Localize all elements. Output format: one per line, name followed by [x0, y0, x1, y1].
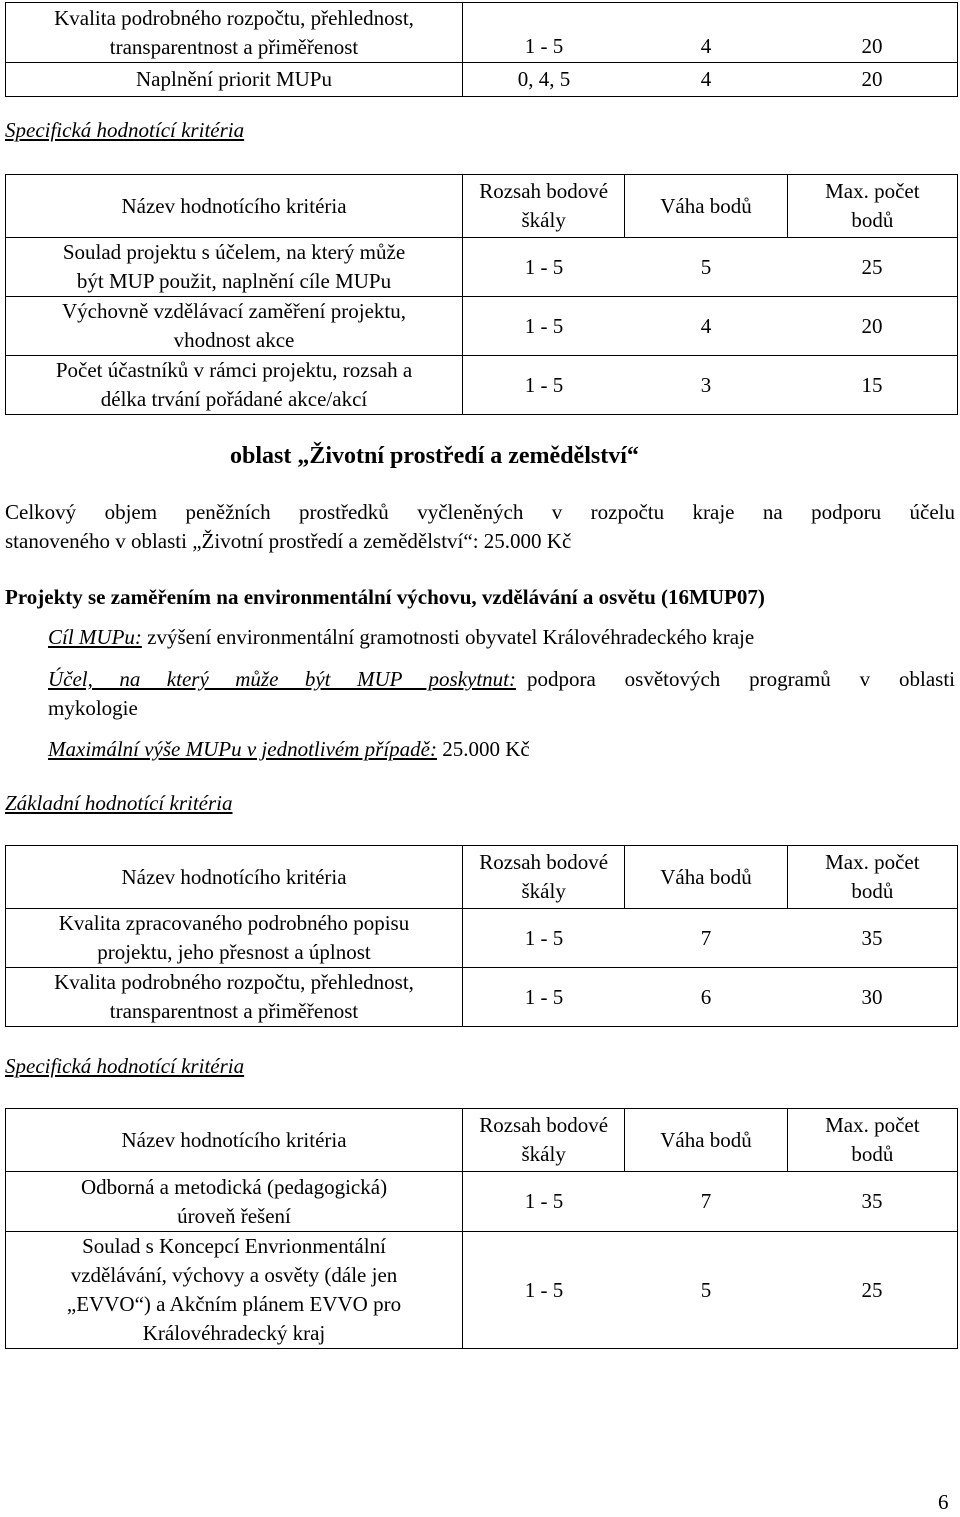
max-value: 25 — [861, 1277, 883, 1302]
scale-value: 1 - 5 — [524, 254, 564, 279]
criterion-line: transparentnost a přiměřenost — [109, 999, 359, 1023]
weight-value: 5 — [700, 254, 712, 279]
criterion-line: vzdělávání, výchovy a osvěty (dále jen — [70, 1263, 398, 1287]
header-scale — [463, 175, 625, 237]
max-value: 25 — [861, 254, 883, 279]
weight-value: 7 — [700, 1189, 712, 1213]
criterion-line: Soulad projektu s účelem, na který může — [62, 240, 406, 264]
scale-value: 1 - 5 — [524, 34, 564, 58]
criterion-values — [463, 909, 958, 968]
weight-value: 4 — [700, 34, 712, 58]
max-value: 20 — [861, 67, 883, 91]
criterion-name — [6, 238, 463, 297]
header-max-line: bodů — [851, 1142, 894, 1166]
criterion-values — [463, 63, 958, 97]
criterion-line: „EVVO“) a Akčním plánem EVVO pro — [66, 1292, 402, 1316]
criterion-line: Soulad s Koncepcí Envrionmentální — [82, 1234, 386, 1258]
table-row — [6, 238, 958, 297]
header-max — [788, 1109, 957, 1171]
purpose-label: Účel, na který může být MUP poskytnut: — [48, 667, 516, 691]
criterion-line: vhodnost akce — [173, 328, 295, 352]
criterion-line: Kvalita zpracovaného podrobného popisu — [58, 911, 410, 935]
max-value: 35 — [861, 1189, 883, 1213]
table-row — [6, 1232, 958, 1349]
criterion-name — [6, 63, 463, 97]
max-amount: 25.000 Kč — [436, 737, 530, 761]
project-max — [48, 737, 530, 762]
header-weight: Váha bodů — [625, 175, 787, 237]
page-number: 6 — [938, 1490, 949, 1514]
table-row — [6, 297, 958, 356]
table-row — [6, 356, 958, 415]
max-value: 35 — [861, 925, 883, 950]
criterion-line: být MUP použit, naplnění cíle MUPu — [76, 269, 392, 293]
criterion-values — [463, 968, 958, 1027]
weight-value: 5 — [700, 1277, 712, 1302]
max-value: 15 — [861, 372, 883, 397]
header-name: Název hodnotícího kritéria — [6, 1109, 463, 1172]
weight-value: 7 — [700, 925, 712, 950]
scale-value: 1 - 5 — [524, 984, 564, 1009]
table-row — [6, 1172, 958, 1232]
table-row — [6, 909, 958, 968]
section-title: oblast „Životní prostředí a zemědělství“ — [230, 443, 639, 469]
criterion-values — [463, 1172, 958, 1232]
criterion-line: Kvalita podrobného rozpočtu, přehlednost, — [54, 5, 414, 30]
specific-criteria-heading-2: Specifická hodnotící kritéria — [5, 1054, 245, 1078]
table-header-row — [6, 846, 958, 909]
specific-criteria-table-2 — [5, 1108, 958, 1349]
basic-criteria-heading: Základní hodnotící kritéria — [5, 791, 233, 815]
table-row — [6, 63, 958, 97]
table-row — [6, 968, 958, 1027]
criterion-line: Výchovně vzdělávací zaměření projektu, — [61, 299, 406, 323]
scale-value: 1 - 5 — [524, 313, 564, 338]
max-label: Maximální výše MUPu v jednotlivém případě: — [48, 737, 437, 761]
table-header-row — [6, 175, 958, 238]
weight-value: 4 — [700, 67, 712, 91]
header-values — [463, 1109, 958, 1172]
header-scale-line: Rozsah bodové — [479, 1113, 609, 1137]
header-scale-line: škály — [521, 208, 566, 232]
criterion-values — [463, 1232, 958, 1349]
criterion-name — [6, 3, 463, 63]
criterion-line: Počet účastníků v rámci projektu, rozsah a — [55, 358, 413, 382]
criterion-line: projektu, jeho přesnost a úplnost — [97, 940, 371, 964]
weight-value: 3 — [700, 372, 712, 397]
header-scale-line: Rozsah bodové — [479, 179, 609, 203]
project-goal — [48, 625, 754, 650]
specific-criteria-table-1 — [5, 174, 958, 415]
weight-value: 4 — [700, 313, 712, 338]
header-scale — [463, 1109, 625, 1171]
header-max-line: bodů — [851, 208, 894, 232]
header-values — [463, 846, 958, 909]
purpose-text-line2: mykologie — [48, 696, 138, 720]
header-values — [463, 175, 958, 238]
criterion-line: Královéhradecký kraj — [142, 1321, 326, 1345]
goal-label: Cíl MUPu: — [48, 625, 142, 649]
header-scale-line: škály — [521, 1142, 566, 1166]
header-max-line: bodů — [851, 879, 894, 903]
header-weight: Váha bodů — [625, 1109, 787, 1171]
criterion-values — [463, 356, 958, 415]
section-total-line2: stanoveného v oblasti „Životní prostředí a zemědělství“: 25.000 Kč — [5, 529, 572, 553]
criterion-line: Naplnění priorit MUPu — [136, 67, 332, 91]
criterion-line: Odborná a metodická (pedagogická) — [80, 1174, 388, 1199]
header-name: Název hodnotícího kritéria — [6, 846, 463, 909]
scale-value: 1 - 5 — [524, 372, 564, 397]
criterion-name — [6, 297, 463, 356]
header-scale-line: Rozsah bodové — [479, 850, 609, 874]
criterion-name — [6, 356, 463, 415]
header-max-line: Max. počet — [825, 850, 920, 874]
project-title: Projekty se zaměřením na environmentální výchovu, vzdělávání a osvětu (16MUP07) — [5, 585, 765, 609]
criterion-values — [463, 238, 958, 297]
project-purpose — [48, 667, 955, 692]
goal-text: zvýšení environmentální gramotnosti obyvatel Královéhradeckého kraje — [141, 625, 755, 649]
header-name: Název hodnotícího kritéria — [6, 175, 463, 238]
header-weight: Váha bodů — [625, 846, 787, 908]
max-value: 20 — [861, 34, 883, 58]
max-value: 20 — [861, 313, 883, 338]
criterion-line: úroveň řešení — [177, 1203, 291, 1228]
scale-value: 1 - 5 — [524, 1277, 564, 1302]
criterion-name — [6, 1172, 463, 1232]
purpose-text: podpora osvětových programů v oblasti — [527, 667, 955, 691]
section-total-line1: Celkový objem peněžních prostředků vyčleněných v rozpočtu kraje na podporu účelu — [5, 500, 955, 524]
criterion-name — [6, 968, 463, 1027]
criterion-line: délka trvání pořádané akce/akcí — [100, 387, 368, 411]
criterion-name — [6, 1232, 463, 1349]
criterion-values — [463, 297, 958, 356]
criterion-values — [463, 3, 958, 63]
header-scale — [463, 846, 625, 908]
max-value: 30 — [861, 984, 883, 1009]
table-header-row — [6, 1109, 958, 1172]
top-criteria-table — [5, 2, 958, 97]
scale-value: 1 - 5 — [524, 925, 564, 950]
basic-criteria-table — [5, 845, 958, 1027]
scale-value: 1 - 5 — [524, 1189, 564, 1213]
header-max — [788, 175, 957, 237]
header-max — [788, 846, 957, 908]
criterion-line: Kvalita podrobného rozpočtu, přehlednost, — [54, 970, 414, 994]
header-max-line: Max. počet — [825, 179, 920, 203]
header-scale-line: škály — [521, 879, 566, 903]
header-max-line: Max. počet — [825, 1113, 920, 1137]
scale-value: 0, 4, 5 — [517, 67, 571, 91]
criterion-name — [6, 909, 463, 968]
table-row — [6, 3, 958, 63]
specific-criteria-heading: Specifická hodnotící kritéria — [5, 118, 245, 142]
weight-value: 6 — [700, 984, 712, 1009]
criterion-line: transparentnost a přiměřenost — [109, 34, 359, 59]
